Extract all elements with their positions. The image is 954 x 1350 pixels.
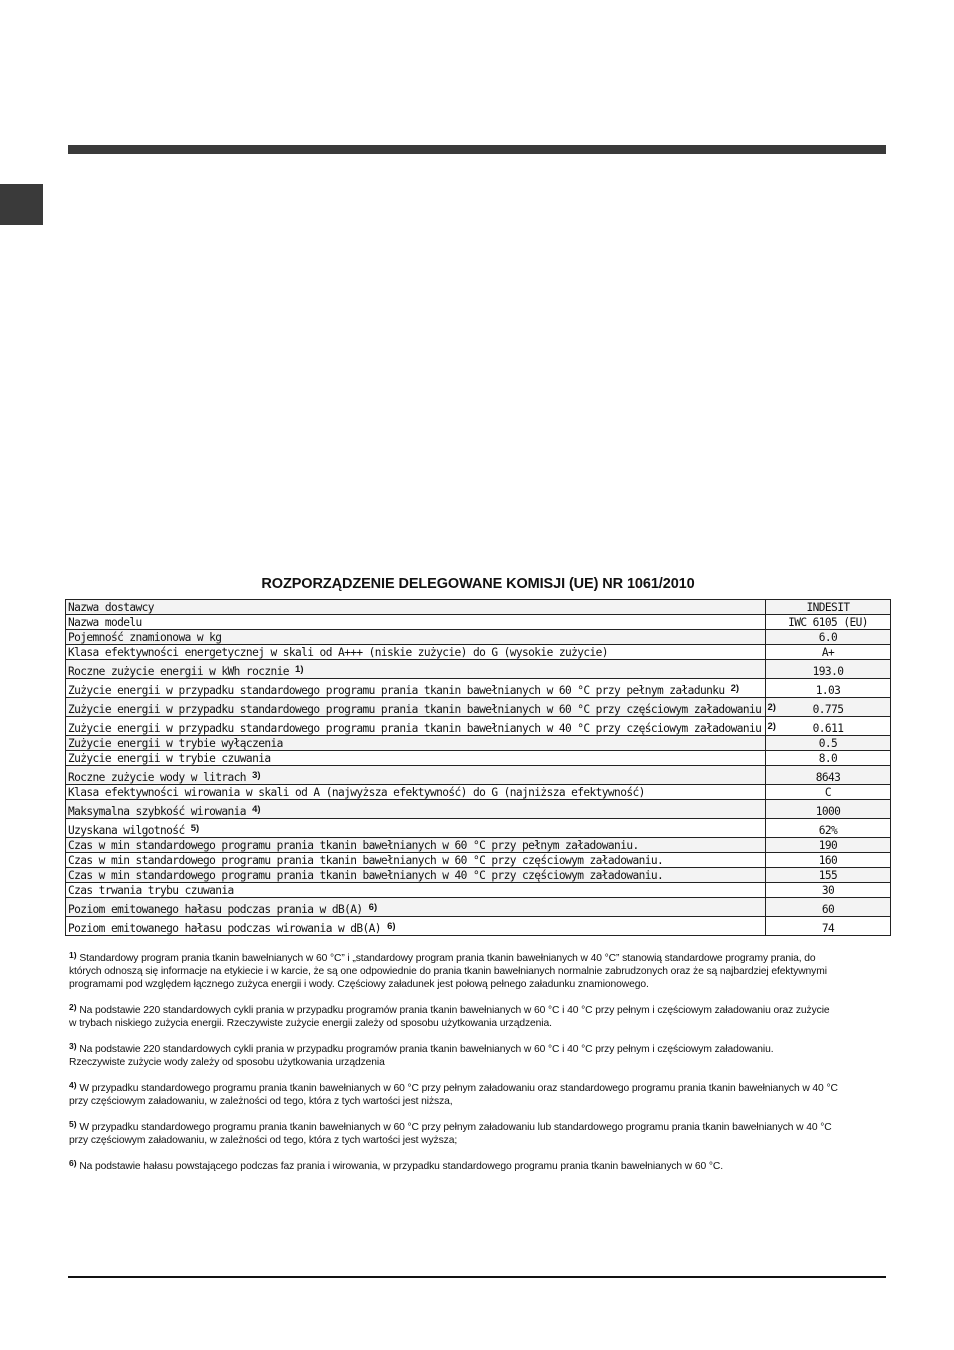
specifications-table xyxy=(65,599,891,936)
table-row xyxy=(66,766,891,785)
spec-label xyxy=(66,645,766,660)
footnote-line: W przypadku standardowego programu prania tkanin bawełnianych w 60 °C przy pełnym załadowaniu oraz standardowego programu prania tkanin bawełnianych w 40 °C xyxy=(79,1083,838,1094)
spec-label-text: Nazwa dostawcy xyxy=(68,601,154,614)
spec-label xyxy=(66,917,766,936)
footnote-ref: 2) xyxy=(767,702,776,713)
spec-value: IWC 6105 (EU) xyxy=(766,615,891,630)
spec-value: 1000 xyxy=(766,800,891,819)
footnote-ref: 1) xyxy=(295,664,304,675)
spec-label xyxy=(66,838,766,853)
table-row xyxy=(66,917,891,936)
spec-label xyxy=(66,615,766,630)
spec-label xyxy=(66,736,766,751)
footnote xyxy=(69,952,827,991)
spec-label-text: Pojemność znamionowa w kg xyxy=(68,631,222,644)
footnote-line: Na podstawie hałasu powstającego podczas faz prania i wirowania, w przypadku standardowego programu prania tkanin bawełnianych w 60 °C. xyxy=(79,1161,724,1172)
spec-label-text: Zużycie energii w przypadku standardowego programu prania tkanin bawełnianych w 40 °C przy częściowym załadowaniu xyxy=(68,722,762,735)
spec-label xyxy=(66,785,766,800)
spec-label-text: Uzyskana wilgotność xyxy=(68,824,185,837)
spec-value: 30 xyxy=(766,883,891,898)
spec-label xyxy=(66,800,766,819)
footnote-line: Na podstawie 220 standardowych cykli prania w przypadku programów prania tkanin bawełnianych w 60 °C i 40 °C przy pełnym i częściowym załadowaniu. xyxy=(79,1044,774,1055)
footnote-line: Rzeczywiste zużycie wody zależy od sposobu użytkowania urządzenia xyxy=(69,1057,385,1068)
footnote-mark: 5) xyxy=(69,1119,77,1129)
table-row xyxy=(66,660,891,679)
spec-label-text: Poziom emitowanego hałasu podczas wirowania w dB(A) xyxy=(68,922,381,935)
spec-value: 0.775 xyxy=(766,698,891,717)
spec-label xyxy=(66,751,766,766)
spec-label-text: Nazwa modelu xyxy=(68,616,142,629)
table-row xyxy=(66,785,891,800)
spec-label xyxy=(66,766,766,785)
spec-label-text: Czas w min standardowego programu prania tkanin bawełnianych w 60 °C przy częściowym załadowaniu. xyxy=(68,854,664,867)
spec-value: 193.0 xyxy=(766,660,891,679)
spec-label xyxy=(66,679,766,698)
spec-label-text: Czas trwania trybu czuwania xyxy=(68,884,234,897)
spec-value: C xyxy=(766,785,891,800)
document-title: ROZPORZĄDZENIE DELEGOWANE KOMISJI (UE) NR 1061/2010 xyxy=(261,576,695,592)
spec-label xyxy=(66,600,766,615)
spec-value: 60 xyxy=(766,898,891,917)
table-row xyxy=(66,679,891,698)
spec-label xyxy=(66,630,766,645)
table-row xyxy=(66,717,891,736)
footnote-ref: 2) xyxy=(730,683,740,694)
spec-label-text: Roczne zużycie energii w kWh rocznie xyxy=(68,665,289,678)
spec-label-text: Zużycie energii w trybie czuwania xyxy=(68,752,271,765)
spec-label xyxy=(66,660,766,679)
footnote-line: w trybach niskiego zużycia energii. Rzeczywiste zużycie energii zależy od sposobu użytkowania urządzenia. xyxy=(69,1018,552,1029)
spec-label-text: Czas w min standardowego programu prania tkanin bawełnianych w 40 °C przy częściowym załadowaniu. xyxy=(68,869,664,882)
spec-value: 8.0 xyxy=(766,751,891,766)
footnote-line: programami pod względem łącznego zużyca energii i wody. Częściowy załadunek jest połową pełnego załadunku znamionowego. xyxy=(69,979,649,990)
spec-value: 6.0 xyxy=(766,630,891,645)
footnote-mark: 4) xyxy=(69,1080,77,1090)
table-row xyxy=(66,819,891,838)
table-row xyxy=(66,838,891,853)
footnote-line: W przypadku standardowego programu prania tkanin bawełnianych w 60 °C przy pełnym załadowaniu lub standardowego programu prania tkanin bawełnianych w 40 °C xyxy=(79,1122,832,1133)
spec-value: 8643 xyxy=(766,766,891,785)
spec-label xyxy=(66,883,766,898)
spec-label xyxy=(66,698,776,717)
footnote-ref: 6) xyxy=(368,902,378,913)
footnote-mark: 1) xyxy=(69,950,77,960)
footnote-ref: 4) xyxy=(252,804,261,815)
footnote-mark: 6) xyxy=(69,1158,77,1168)
table-row xyxy=(66,600,891,615)
footnote-ref: 2) xyxy=(767,721,776,732)
footer-rule xyxy=(68,1276,886,1278)
spec-label-text: Czas w min standardowego programu prania tkanin bawełnianych w 60 °C przy pełnym załadowaniu. xyxy=(68,839,639,852)
spec-value: 190 xyxy=(766,838,891,853)
footnote-mark: 3) xyxy=(69,1041,77,1051)
footnote-line: Na podstawie 220 standardowych cykli prania w przypadku programów prania tkanin bawełnianych w 60 °C i 40 °C przy pełnym i częściowym załadowaniu oraz zużycie xyxy=(79,1005,830,1016)
spec-label xyxy=(66,819,766,838)
table-row xyxy=(66,868,891,883)
table-row xyxy=(66,645,891,660)
footnote-mark: 2) xyxy=(69,1002,77,1012)
spec-label-text: Maksymalna szybkość wirowania xyxy=(68,805,246,818)
footnote-line: Standardowy program prania tkanin bawełnianych w 60 °C” i „standardowy program prania tkanin bawełnianych w 40 °C” stanowią standardowe programy prania, do xyxy=(79,953,816,964)
spec-label-text: Zużycie energii w trybie wyłączenia xyxy=(68,737,283,750)
spec-label-text: Roczne zużycie wody w litrach xyxy=(68,771,246,784)
spec-value: 0.611 xyxy=(766,717,891,736)
spec-label xyxy=(66,868,766,883)
header-rule xyxy=(68,145,886,154)
footnote-ref: 6) xyxy=(387,921,396,932)
spec-label-text: Zużycie energii w przypadku standardowego programu prania tkanin bawełnianych w 60 °C przy pełnym załadunku xyxy=(68,684,725,697)
spec-value: A+ xyxy=(766,645,891,660)
footnote xyxy=(69,1082,838,1108)
spec-value: 160 xyxy=(766,853,891,868)
spec-value: 155 xyxy=(766,868,891,883)
spec-value: 74 xyxy=(766,917,891,936)
spec-label-text: Klasa efektywności energetycznej w skali od A+++ (niskie zużycie) do G (wysokie zużycie) xyxy=(68,646,608,659)
spec-label xyxy=(66,898,766,917)
table-row xyxy=(66,630,891,645)
table-row xyxy=(66,853,891,868)
footnote xyxy=(69,1121,832,1147)
table-row xyxy=(66,736,891,751)
table-row xyxy=(66,698,891,717)
footnote xyxy=(69,1160,723,1173)
spec-value: INDESIT xyxy=(766,600,891,615)
spec-label-text: Zużycie energii w przypadku standardowego programu prania tkanin bawełnianych w 60 °C przy częściowym załadowaniu xyxy=(68,703,762,716)
footnote-ref: 3) xyxy=(252,770,261,781)
spec-value: 1.03 xyxy=(766,679,891,698)
spec-label xyxy=(66,717,776,736)
footnote-ref: 5) xyxy=(190,823,200,834)
footnote-line: przy częściowym załadowaniu, w zależności od tego, która z tych wartości jest niższa, xyxy=(69,1096,453,1107)
footnote-line: przy częściowym załadowaniu, w zależności od tego, która z tych wartości jest wyższa; xyxy=(69,1135,458,1146)
table-row xyxy=(66,898,891,917)
table-row xyxy=(66,615,891,630)
section-tab-marker xyxy=(0,184,43,225)
footnote xyxy=(69,1043,774,1069)
spec-label-text: Klasa efektywności wirowania w skali od A (najwyższa efektywność) do G (najniższa efektywność) xyxy=(68,786,645,799)
spec-value: 0.5 xyxy=(766,736,891,751)
spec-label-text: Poziom emitowanego hałasu podczas prania w dB(A) xyxy=(68,903,363,916)
spec-value: 62% xyxy=(766,819,891,838)
spec-label xyxy=(66,853,766,868)
footnote xyxy=(69,1004,830,1030)
table-row xyxy=(66,751,891,766)
table-row xyxy=(66,800,891,819)
table-row xyxy=(66,883,891,898)
footnote-line: których odnoszą się informacje na etykiecie i w karcie, że są one odpowiednie do prania tkanin bawełnianych normalnie zabrudzonych oraz że są najbardziej efektywnymi xyxy=(69,966,827,977)
